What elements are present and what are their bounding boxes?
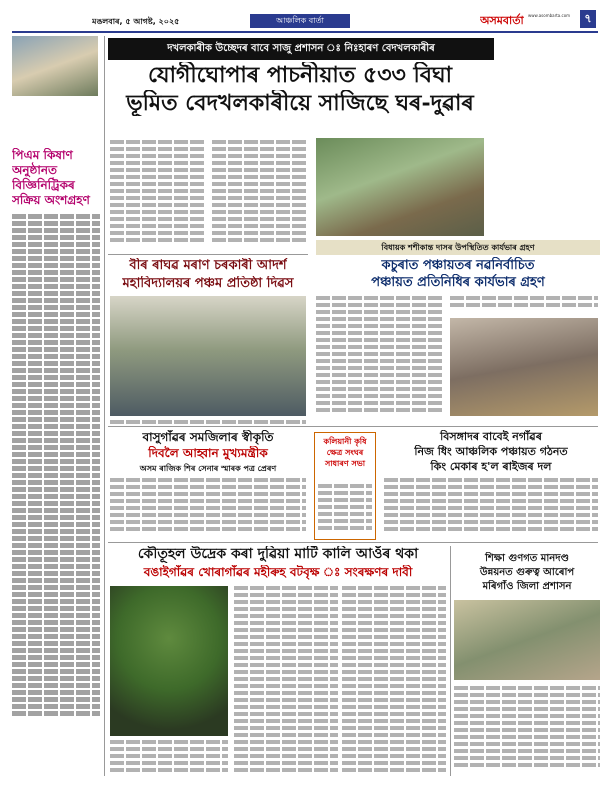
lead-copy-col2 (212, 140, 308, 250)
grad-photo (110, 296, 306, 416)
edu-copy (454, 686, 600, 776)
tree-headline-line1: কৌতূহল উদ্ৰেক কৰা দুৱিয়া মাটি কালি আওঁৰ থকা (137, 546, 419, 562)
edu-photo (454, 600, 600, 680)
column-divider (450, 546, 451, 776)
page-number: ৭ (580, 10, 596, 28)
story-rule (108, 542, 598, 543)
panchayat-copy-2 (450, 296, 598, 316)
box-copy (318, 484, 372, 536)
lead-photo (316, 138, 484, 236)
naliya-headline-line1: বিসঙ্গাদৰ বাবেই নগাঁৱৰ (440, 430, 542, 443)
header-rule (12, 31, 598, 33)
grad-headline-line2: মহাবিদ্যালয়ৰ পঞ্চম প্ৰতিষ্ঠা দিৱস (122, 276, 294, 291)
left-column-copy (12, 214, 100, 774)
samaj-headline-line1: বাসুগাঁৱৰ সমজিলাৰ স্বীকৃতি (142, 430, 274, 444)
tree-copy-col2 (342, 586, 446, 776)
tree-photo (110, 586, 228, 736)
naliya-headline-line3: কিং মেকাৰ হ'ল ৰাইজৰ দল (430, 460, 552, 473)
issue-date: মঙলবাৰ, ৫ আগষ্ট, ২০২৫ (92, 17, 180, 26)
tree-headline-line2: বঙাইগাঁৱৰ খোৰাগাঁৱৰ মহীৰুহ বটবৃক্ষ ঃ সংৰক্ষণৰ দাবী (143, 565, 413, 579)
naliya-headline-line2: নিজ ধিং আঞ্চলিক পঞ্চায়ত গঠনত (414, 445, 568, 458)
lead-headline-line1: যোগীঘোপাৰ পাচনীয়াত ৫৩৩ বিঘা (147, 62, 453, 88)
samaj-subhead: অসম ৰাজিক শিৰ সেনাৰ স্মাৰক পত্ৰ প্ৰেৰণ (139, 464, 277, 473)
panchayat-headline-line2: পঞ্চায়ত প্ৰতিনিধিৰ কাৰ্যভাৰ গ্ৰহণ (371, 275, 545, 290)
panchayat-photo (450, 318, 598, 416)
lead-ribbon: দখলকাৰীক উচ্ছেদৰ বাবে সাজু প্ৰশাসন ঃ নিঃহাৰণ বেদখলকাৰীৰ (108, 38, 494, 60)
story-rule (108, 254, 308, 255)
column-divider (104, 36, 105, 776)
tree-caption (110, 740, 228, 776)
lead-headline-line2: ভূমিত বেদখলকাৰীয়ে সাজিছে ঘৰ-দুৱাৰ (126, 90, 474, 116)
left-top-photo (12, 36, 98, 96)
masthead-logo: অসমবাৰ্তা (480, 14, 524, 27)
edu-headline-line3: মৰিগাঁও জিলা প্ৰশাসন (482, 581, 572, 592)
panchayat-copy (316, 296, 444, 420)
edu-headline-line2: উন্নয়নত গুৰুত্ব আৰোপ (479, 567, 575, 578)
masthead-tagline: www.asombarta.com (528, 13, 571, 18)
panchayat-kicker: বিধায়ক শশীকান্ত দাসৰ উপস্থিতিত কাৰ্যভাৰ গ্ৰহণ (316, 240, 600, 255)
left-column-headline: পিএম কিষাণ অনুষ্ঠানত বিজ্ঞিনিট্ৰিকৰ সক্ৰিয় অংশগ্ৰহণ (12, 148, 90, 207)
tree-copy-col1 (234, 586, 338, 776)
samaj-headline-line2: দিবলৈ আহ্বান মুখ্যমন্ত্ৰীক (148, 446, 268, 460)
edu-headline-line1: শিক্ষা গুণগত মানদণ্ড (485, 553, 569, 564)
naliya-copy (384, 478, 598, 540)
grad-headline-line1: বীৰ ৰাঘৱ মৰাণ চৰকাৰী আদৰ্শ (129, 258, 287, 273)
samaj-copy (110, 478, 306, 540)
section-label: আঞ্চলিক বাৰ্তা (250, 14, 350, 28)
panchayat-headline-line1: কচুৰাত পঞ্চায়তৰ নৱনিৰ্বাচিত (381, 258, 535, 273)
story-rule (108, 426, 598, 427)
lead-copy-col1 (110, 140, 206, 250)
box-headline: কলিয়ানী কৃষি ক্ষেত্ৰ সংঘৰ সাধাৰণ সভা (323, 437, 367, 468)
